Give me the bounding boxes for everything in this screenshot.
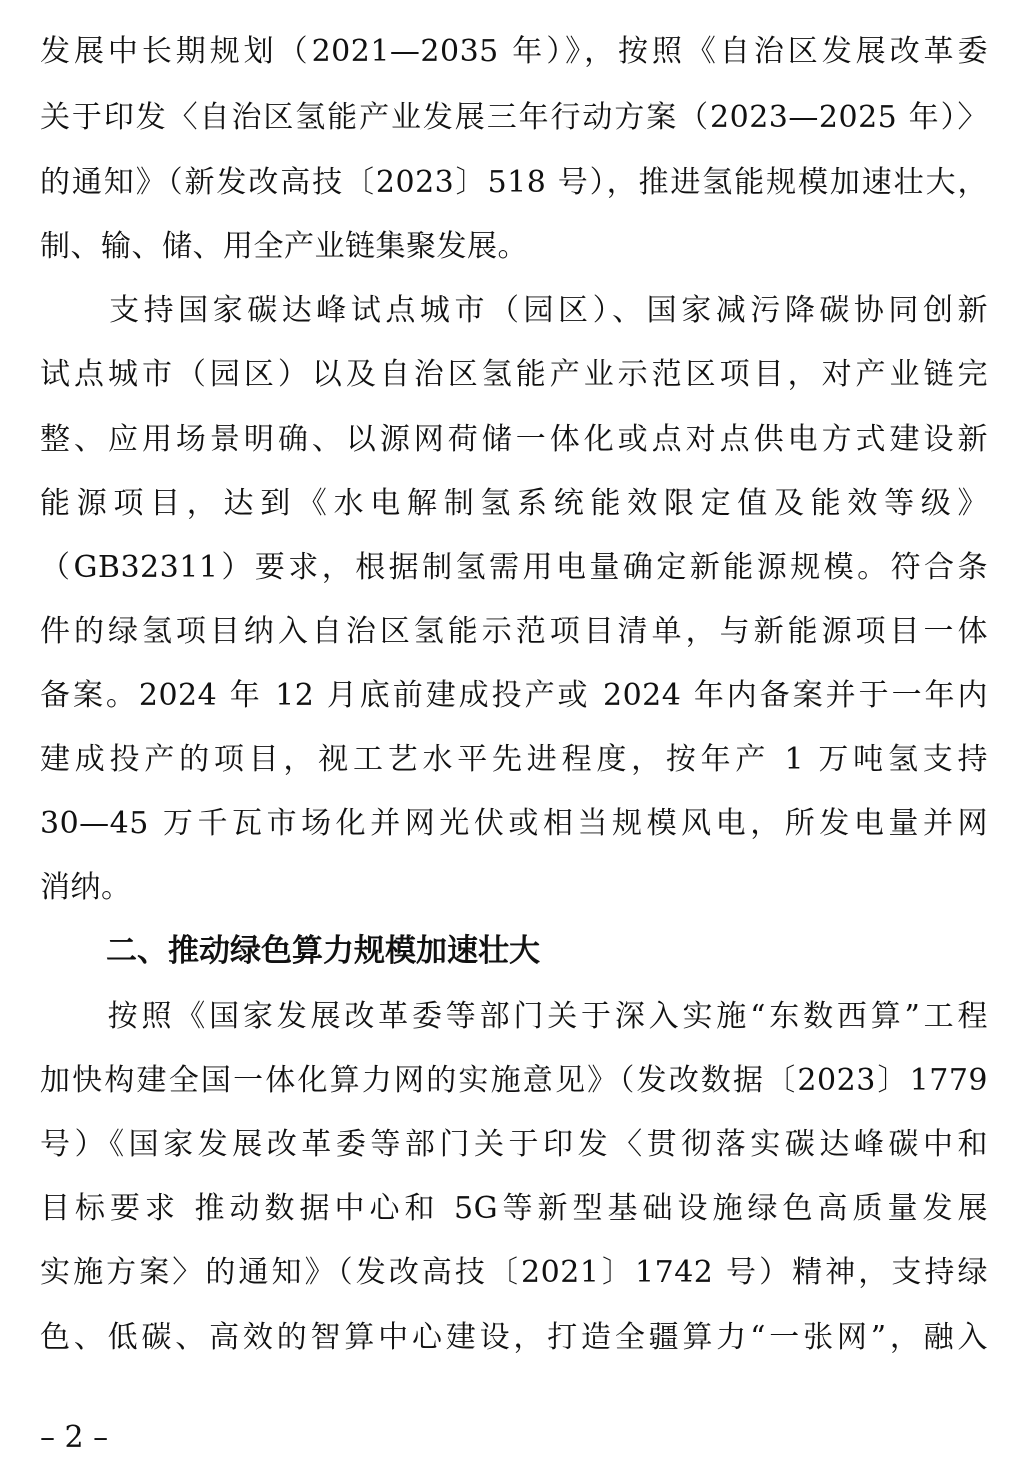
section-heading: 二、推动绿色算力规模加速壮大 [106, 933, 540, 969]
paragraph-line: （GB32311）要求，根据制氢需用电量确定新能源规模。符合条 [40, 550, 988, 585]
paragraph-line: 实施方案〉的通知》（发改高技〔2021〕1742 号）精神，支持绿 [40, 1255, 988, 1290]
paragraph-line: 消纳。 [40, 870, 132, 905]
paragraph-line: 的通知》（新发改高技〔2023〕518 号），推进氢能规模加速壮大， [40, 165, 988, 200]
paragraph-line: 号）《国家发展改革委等部门关于印发〈贯彻落实碳达峰碳中和 [40, 1127, 988, 1162]
page-number: – 2 – [40, 1420, 109, 1455]
paragraph-line: 支持国家碳达峰试点城市（园区）、国家减污降碳协同创新 [40, 293, 988, 328]
paragraph-line: 关于印发〈自治区氢能产业发展三年行动方案（2023—2025 年）〉 [40, 100, 988, 135]
paragraph-line: 建成投产的项目，视工艺水平先进程度，按年产 1 万吨氢支持 [40, 742, 988, 777]
paragraph-line: 目标要求 推动数据中心和 5G等新型基础设施绿色高质量发展 [40, 1191, 988, 1226]
paragraph-line: 色、低碳、高效的智算中心建设，打造全疆算力“一张网”，融入 [40, 1320, 988, 1355]
paragraph-line: 按照《国家发展改革委等部门关于深入实施“东数西算”工程 [40, 999, 988, 1034]
paragraph-line: 制、输、储、用全产业链集聚发展。 [40, 229, 528, 264]
paragraph-line: 件的绿氢项目纳入自治区氢能示范项目清单，与新能源项目一体 [40, 614, 988, 649]
paragraph-line: 加快构建全国一体化算力网的实施意见》（发改数据〔2023〕1779 [40, 1063, 988, 1098]
paragraph-line: 能源项目，达到《水电解制氢系统能效限定值及能效等级》 [40, 486, 988, 521]
paragraph-line: 整、应用场景明确、以源网荷储一体化或点对点供电方式建设新 [40, 422, 988, 457]
paragraph-line: 发展中长期规划（2021—2035 年）》，按照《自治区发展改革委 [40, 34, 988, 69]
paragraph-line: 备案。2024 年 12 月底前建成投产或 2024 年内备案并于一年内 [40, 678, 988, 713]
paragraph-line: 试点城市（园区）以及自治区氢能产业示范区项目，对产业链完 [40, 357, 988, 392]
paragraph-line: 30—45 万千瓦市场化并网光伏或相当规模风电，所发电量并网 [40, 806, 988, 841]
